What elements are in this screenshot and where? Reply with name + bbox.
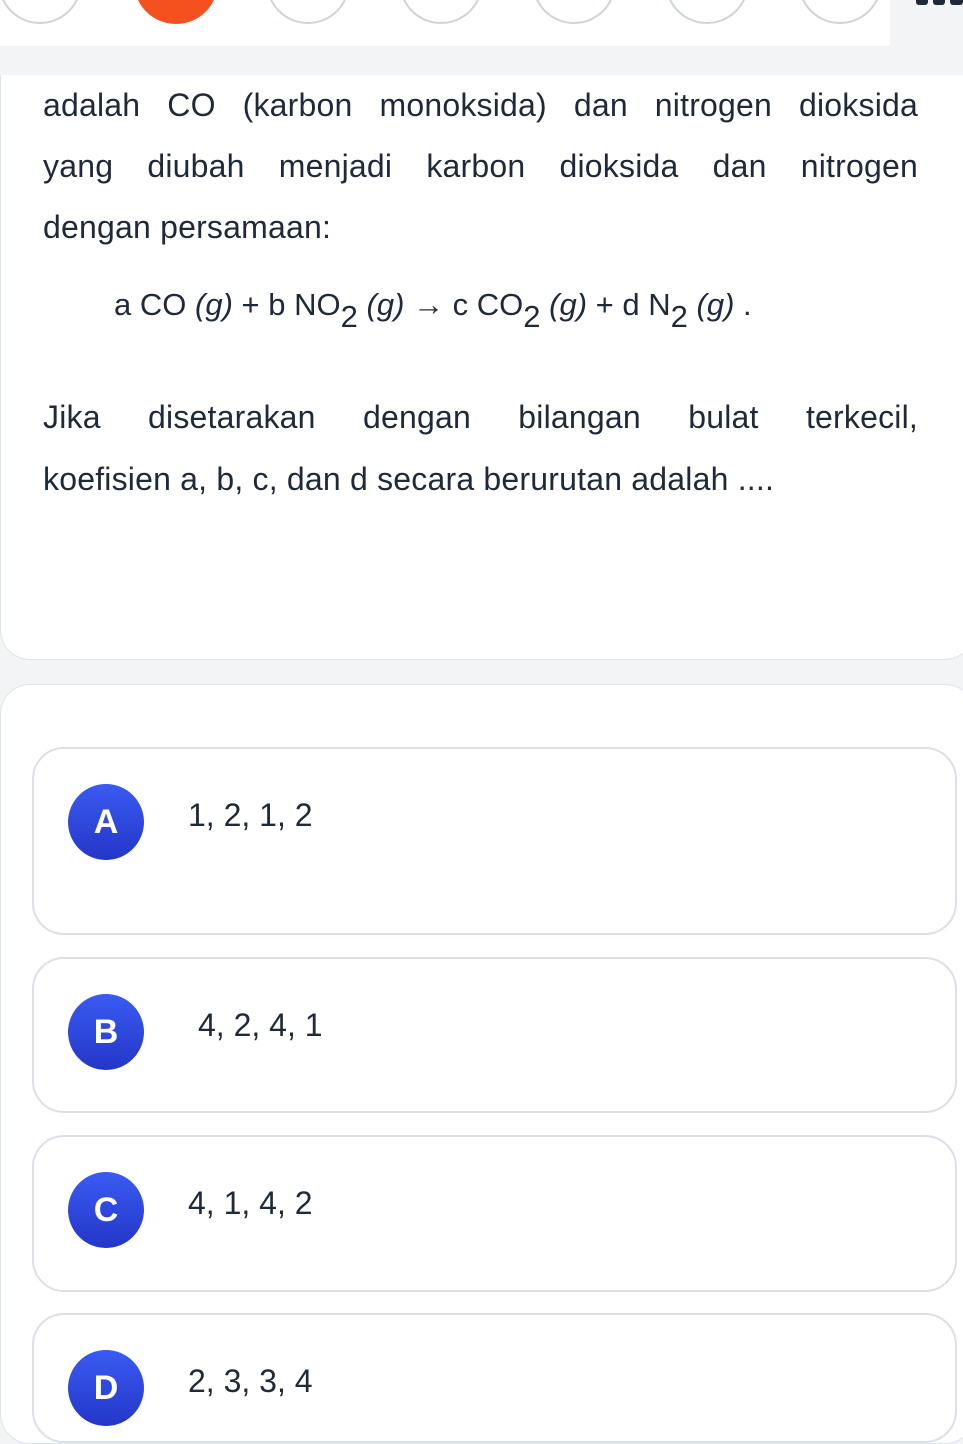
answer-option-c[interactable] bbox=[32, 1135, 957, 1292]
progress-dot[interactable] bbox=[798, 0, 882, 24]
progress-dot[interactable] bbox=[0, 0, 82, 24]
question-card bbox=[0, 75, 963, 660]
question-text-line: dengan persamaan: bbox=[43, 209, 332, 245]
option-text: 4, 1, 4, 2 bbox=[188, 1185, 313, 1221]
question-progress-bar bbox=[0, 0, 890, 46]
question-text-line: koefisien a, b, c, dan d secara berurutan adalah .... bbox=[43, 461, 775, 497]
progress-dot[interactable] bbox=[665, 0, 749, 24]
progress-dot[interactable] bbox=[399, 0, 483, 24]
question-text-line: adalah CO (karbon monoksida) dan nitrogen dioksida bbox=[43, 87, 918, 123]
question-text-line: yang diubah menjadi karbon dioksida dan nitrogen bbox=[43, 148, 918, 184]
progress-dot[interactable] bbox=[532, 0, 616, 24]
question-text-line: Jika disetarakan dengan bilangan bulat terkecil, bbox=[43, 399, 918, 435]
answer-option-d[interactable] bbox=[32, 1313, 957, 1443]
option-letter-badge: C bbox=[68, 1172, 144, 1248]
answer-option-a[interactable] bbox=[32, 747, 957, 935]
menu-icon[interactable] bbox=[916, 0, 963, 8]
option-text: 2, 3, 3, 4 bbox=[188, 1363, 313, 1399]
chemical-equation: a CO (g) + b NO2 (g) → c CO2 (g) + d N2 (g) . bbox=[114, 287, 752, 334]
option-letter-badge: A bbox=[68, 784, 144, 860]
progress-dot-current[interactable] bbox=[134, 0, 218, 24]
option-letter-badge: B bbox=[68, 994, 144, 1070]
option-letter-badge: D bbox=[68, 1350, 144, 1426]
option-text: 4, 2, 4, 1 bbox=[198, 1007, 323, 1043]
progress-dot[interactable] bbox=[266, 0, 350, 24]
answer-option-b[interactable] bbox=[32, 957, 957, 1113]
option-text: 1, 2, 1, 2 bbox=[188, 797, 313, 833]
